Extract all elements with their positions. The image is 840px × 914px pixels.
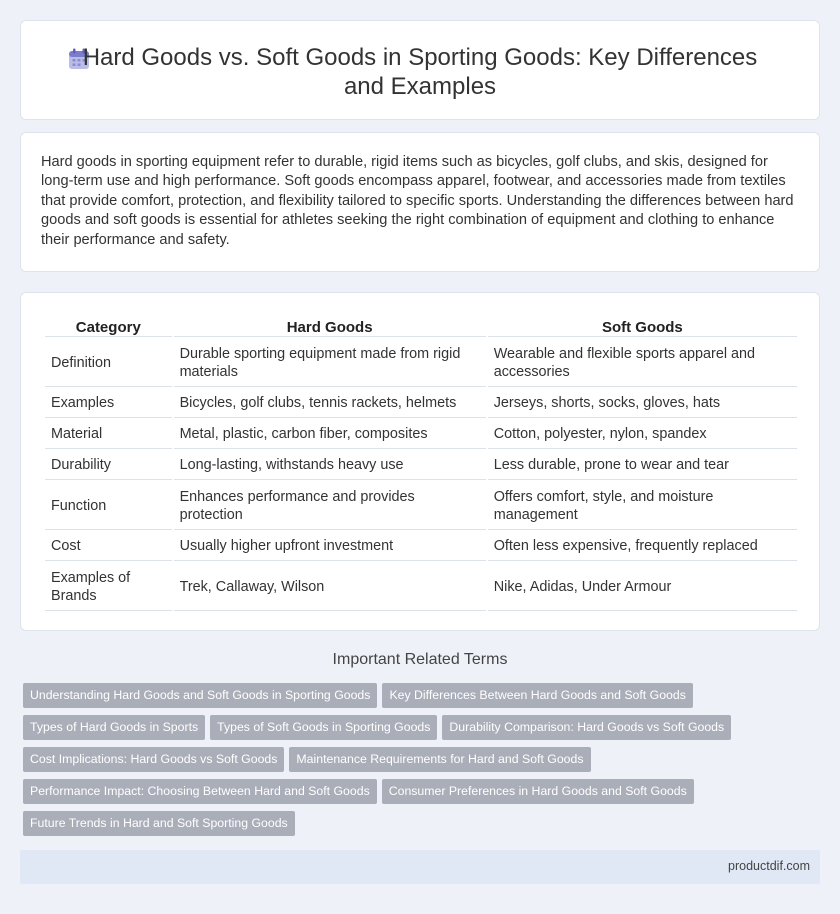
row-category: Durability (45, 451, 172, 480)
title-card (20, 20, 820, 120)
related-term-tag[interactable]: Future Trends in Hard and Soft Sporting Goods (23, 811, 295, 836)
table-row (45, 532, 797, 561)
table-row (45, 482, 797, 530)
row-hard-goods: Metal, plastic, carbon fiber, composites (174, 420, 486, 449)
table-row (45, 339, 797, 387)
row-category: Function (45, 482, 172, 530)
header-hard-goods: Hard Goods (174, 317, 486, 337)
row-hard-goods: Enhances performance and provides protection (174, 482, 486, 530)
tag-row (23, 715, 823, 747)
page-title-line-2: and Examples (343, 73, 497, 100)
row-hard-goods: Bicycles, golf clubs, tennis rackets, helmets (174, 389, 486, 418)
row-category: Definition (45, 339, 172, 387)
footer-site-name: productdif.com (728, 859, 810, 873)
related-term-tag[interactable]: Types of Hard Goods in Sports (23, 715, 205, 740)
row-category: Material (45, 420, 172, 449)
row-soft-goods: Cotton, polyester, nylon, spandex (488, 420, 797, 449)
row-category: Examples (45, 389, 172, 418)
table-row (45, 451, 797, 480)
table-row (45, 420, 797, 449)
table-header-row (45, 317, 797, 337)
related-term-tag[interactable]: Consumer Preferences in Hard Goods and Soft Goods (382, 779, 694, 804)
related-term-tag[interactable]: Performance Impact: Choosing Between Hard and Soft Goods (23, 779, 377, 804)
related-term-tag[interactable]: Maintenance Requirements for Hard and Soft Goods (289, 747, 590, 772)
row-hard-goods: Usually higher upfront investment (174, 532, 486, 561)
row-soft-goods: Nike, Adidas, Under Armour (488, 563, 797, 611)
footer-bar (20, 850, 820, 884)
row-hard-goods: Long-lasting, withstands heavy use (174, 451, 486, 480)
tag-row (23, 811, 823, 843)
page-title (21, 43, 819, 101)
related-term-tag[interactable]: Durability Comparison: Hard Goods vs Soft Goods (442, 715, 731, 740)
tag-row (23, 779, 823, 811)
table-row (45, 389, 797, 418)
related-term-tag[interactable]: Understanding Hard Goods and Soft Goods in Sporting Goods (23, 683, 377, 708)
tag-row (23, 747, 823, 779)
header-soft-goods: Soft Goods (488, 317, 797, 337)
related-term-tag[interactable]: Cost Implications: Hard Goods vs Soft Goods (23, 747, 284, 772)
comparison-table (43, 315, 799, 613)
related-term-tag[interactable]: Key Differences Between Hard Goods and Soft Goods (382, 683, 692, 708)
row-category: Cost (45, 532, 172, 561)
related-terms-title: Important Related Terms (332, 651, 508, 668)
header-category: Category (45, 317, 172, 337)
row-soft-goods: Offers comfort, style, and moisture management (488, 482, 797, 530)
row-soft-goods: Often less expensive, frequently replaced (488, 532, 797, 561)
related-terms-tags (23, 683, 823, 843)
related-term-tag[interactable]: Types of Soft Goods in Sporting Goods (210, 715, 437, 740)
comparison-table-card (20, 292, 820, 631)
intro-paragraph: Hard goods in sporting equipment refer to durable, rigid items such as bicycles, golf clubs, and skis, designed for long-term use and high performance. Soft goods encompass apparel, footwear, and accessories made from textiles that provide comfort, protection, and flexibility tailored to specific sports. Understanding the differences between hard goods and soft goods is essential for athletes seeking the right combination of equipment and clothing to enhance their performance and safety. (41, 154, 794, 248)
page-title-line-1: Hard Goods vs. Soft Goods in Sporting Goods: Key Differences (82, 44, 758, 71)
row-soft-goods: Wearable and flexible sports apparel and accessories (488, 339, 797, 387)
row-soft-goods: Jerseys, shorts, socks, gloves, hats (488, 389, 797, 418)
row-category: Examples of Brands (45, 563, 172, 611)
intro-card (20, 132, 820, 272)
row-hard-goods: Durable sporting equipment made from rigid materials (174, 339, 486, 387)
tag-row (23, 683, 823, 715)
row-hard-goods: Trek, Callaway, Wilson (174, 563, 486, 611)
row-soft-goods: Less durable, prone to wear and tear (488, 451, 797, 480)
table-row (45, 563, 797, 611)
